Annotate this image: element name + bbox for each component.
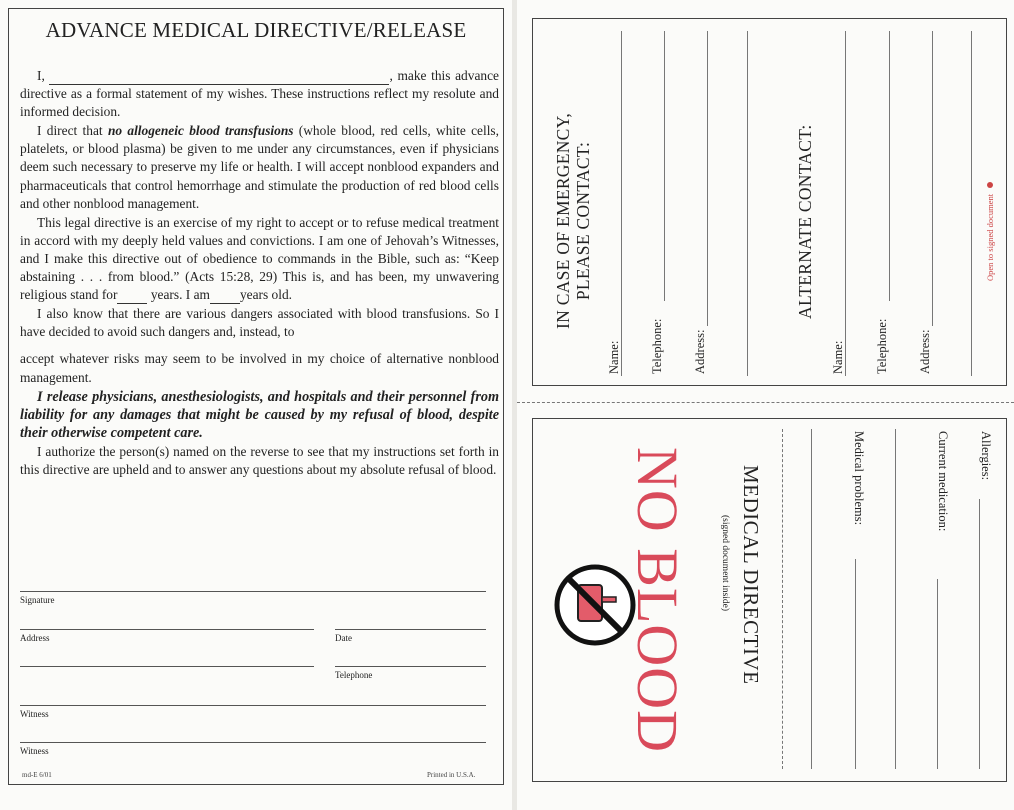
alternate-telephone-label: Telephone: <box>875 318 889 374</box>
alternate-address-label: Address: <box>918 329 932 374</box>
current-medication-line[interactable] <box>937 579 938 769</box>
alternate-address-line-2[interactable] <box>971 31 972 376</box>
medical-problems-line-2[interactable] <box>811 429 812 769</box>
wallet-card-page <box>517 0 1014 810</box>
telephone-line[interactable]: Telephone <box>335 666 486 682</box>
alternate-address-line[interactable] <box>932 31 933 326</box>
current-medication-line-2[interactable] <box>895 429 896 769</box>
signature-line[interactable]: Signature <box>20 591 486 607</box>
allergies-label: Allergies: <box>979 431 993 481</box>
directive-form <box>8 8 504 785</box>
witness-line-1[interactable]: Witness <box>20 705 486 721</box>
paragraph-6: I authorize the person(s) named on the reverse to see that my instructions set forth in this directive are upheld and to answer any questions about my absolute refusal of blood. <box>20 443 499 477</box>
emergency-name-line[interactable] <box>621 31 622 376</box>
paragraph-1: I, , make this advance directive as a formal statement of my wishes. These instructions reflect my resolute and informed decision. <box>20 68 499 120</box>
directive-body <box>20 67 499 480</box>
red-drop-icon <box>987 182 993 188</box>
paragraph-2: I direct that no allogeneic blood transfusions (whole blood, red cells, white cells, platelets, or blood plasma) be given to me under any circumstances, even if physicians deem such necessary to preserve my life or health. I will accept nonblood expanders and pharmaceuticals that control hemorrhage and stimulate the production of red blood cells and other nonblood management. <box>20 123 499 211</box>
alternate-name-line[interactable] <box>845 31 846 376</box>
open-note: Open to signed document <box>985 182 995 281</box>
alternate-telephone-line[interactable] <box>889 31 890 301</box>
allergies-line[interactable] <box>979 499 980 769</box>
medical-problems-line[interactable] <box>855 559 856 769</box>
document-title: ADVANCE MEDICAL DIRECTIVE/RELEASE <box>45 18 467 42</box>
paragraph-3: This legal directive is an exercise of my right to accept or to refuse medical treatment in accord with my deeply held values and convictions. I am one of Jehovah’s Witnesses, and I make this directive out of obedience to commands in the Bible, such as: “Keep abstaining . . . from blood.” (Acts 15:28, 29) This is, and has been, my unwavering religious stand for years. I am years old. <box>20 214 499 304</box>
emergency-address-line[interactable] <box>707 31 708 326</box>
address-line-2[interactable] <box>20 666 314 682</box>
panel-fold-line <box>782 429 783 769</box>
emergency-heading: IN CASE OF EMERGENCY, PLEASE CONTACT: <box>553 112 593 329</box>
emergency-name-label: Name: <box>607 340 621 374</box>
form-code: md-E 6/01 <box>22 771 52 779</box>
signed-inside-note: (signed document inside) <box>720 515 730 612</box>
alternate-heading: ALTERNATE CONTACT: <box>795 124 815 319</box>
medical-directive-title: MEDICAL DIRECTIVE <box>739 465 763 685</box>
paragraph-5: I release physicians, anesthesiologists, and hospitals and their personnel from liability for any damages that might be caused by my refusal of blood, despite their otherwise competent care. <box>20 388 499 441</box>
date-line[interactable]: Date <box>335 629 486 645</box>
alternate-name-label: Name: <box>831 340 845 374</box>
address-line-1[interactable]: Address <box>20 629 314 645</box>
witness-line-2[interactable]: Witness <box>20 742 486 758</box>
no-blood-panel <box>532 418 1007 782</box>
printed-in: Printed in U.S.A. <box>427 771 476 779</box>
age-blank[interactable] <box>210 303 240 304</box>
emergency-telephone-label: Telephone: <box>650 318 664 374</box>
current-medication-label: Current medication: <box>936 431 950 532</box>
contact-panel <box>532 18 1007 386</box>
emergency-address-line-2[interactable] <box>747 31 748 376</box>
paragraph-4b: accept whatever risks may seem to be involved in my choice of alternative nonblood management. <box>20 351 499 385</box>
emergency-telephone-line[interactable] <box>664 31 665 301</box>
fold-line <box>517 402 1014 403</box>
no-blood-text: NO BLOOD <box>625 447 690 754</box>
emergency-address-label: Address: <box>693 329 707 374</box>
years-blank[interactable] <box>117 303 147 304</box>
medical-problems-label: Medical problems: <box>852 431 866 526</box>
paragraph-4a: I also know that there are various dangers associated with blood transfusions. So I have decided to avoid such dangers and, instead, to <box>20 306 499 340</box>
name-blank[interactable] <box>49 84 389 85</box>
